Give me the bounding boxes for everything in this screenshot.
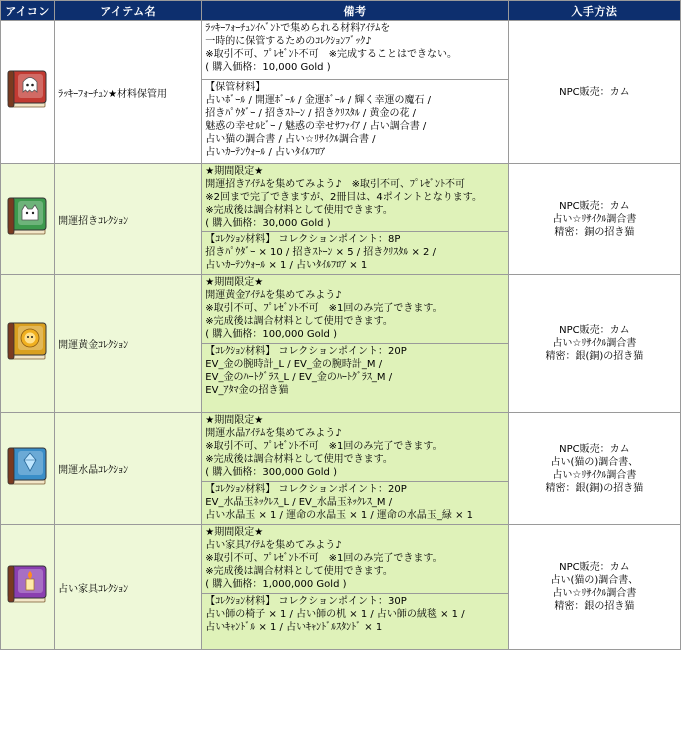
acquisition-line: 占い☆ﾘｻｲｸﾙ調合書	[552, 213, 637, 225]
item-name: ﾗｯｷｰﾌｫｰﾁｭﾝ★材料保管用	[55, 21, 202, 164]
acquisition-line: 精密：銀(銅)の招き猫	[545, 482, 644, 494]
table-row	[1, 275, 681, 344]
description-line: ( 購入価格：10,000 Gold )	[205, 62, 331, 73]
acquisition-line: 精密：銀(銅)の招き猫	[545, 351, 644, 362]
table-row	[1, 164, 681, 232]
description-line: ★期間限定★	[205, 277, 264, 288]
item-acquisition	[508, 525, 680, 650]
description-line: ※取引不可、ﾌﾟﾚｾﾞﾝﾄ不可 ※1回のみ完了できます。	[205, 303, 443, 314]
item-icon-cell	[1, 21, 55, 164]
acquisition-line: 占い☆ﾘｻｲｸﾙ調合書	[552, 338, 637, 349]
header-acquisition: 入手方法	[508, 1, 680, 21]
description-line: ( 購入価格：300,000 Gold )	[205, 467, 337, 478]
material-line: 占い師の椅子 × 1 / 占い師の机 × 1 / 占い師の絨毯 × 1 /	[205, 609, 465, 620]
description-line: ※完成後は調合材料として使用できます。	[205, 205, 393, 216]
item-name: 占い家具ｺﾚｸｼｮﾝ	[55, 525, 202, 650]
item-icon-cell	[1, 275, 55, 413]
red-book-ghost-icon	[3, 65, 53, 119]
description-line: ※完成後は調合材料として使用できます。	[205, 454, 393, 465]
item-materials	[202, 594, 508, 650]
acquisition-line: NPC販売：カム	[559, 200, 630, 212]
description-line: ★期間限定★	[205, 527, 264, 538]
material-line: EV_ｱﾀﾏ金の招き猫	[205, 385, 289, 396]
acquisition-line: NPC販売：カム	[559, 443, 630, 455]
material-line: 占いｷｬﾝﾄﾞﾙ × 1 / 占いｷｬﾝﾄﾞﾙｽﾀﾝﾄﾞ × 1	[205, 622, 383, 633]
item-icon-cell	[1, 164, 55, 275]
description-line: 占い家具ｱｲﾃﾑを集めてみよう♪	[205, 540, 342, 551]
description-line: ※取引不可、ﾌﾟﾚｾﾞﾝﾄ不可 ※1回のみ完了できます。	[205, 441, 443, 452]
table-row	[1, 21, 681, 80]
description-line: ※取引不可、ﾌﾟﾚｾﾞﾝﾄ不可 ※完成することはできない。	[205, 49, 458, 60]
acquisition-line: 精密：銀の招き猫	[554, 601, 635, 612]
description-line: ※完成後は調合材料として使用できます。	[205, 316, 393, 327]
material-line: 占いﾎﾞｰﾙ / 開運ﾎﾞｰﾙ / 金運ﾎﾞｰﾙ / 輝く幸運の魔石 /	[205, 95, 432, 106]
item-acquisition	[508, 413, 680, 525]
description-line: ﾗｯｷｰﾌｫｰﾁｭﾝｲﾍﾞﾝﾄで集められる材料ｱｲﾃﾑを	[205, 23, 391, 34]
blue-book-crystal-icon	[3, 442, 53, 496]
item-materials	[202, 482, 508, 525]
material-line: 占い水晶玉 × 1 / 運命の水晶玉 × 1 / 運命の水晶玉_緑 × 1	[205, 510, 474, 521]
item-acquisition	[508, 21, 680, 164]
material-line: 占い猫の調合書 / 占い☆ﾘｻｲｸﾙ調合書 /	[205, 134, 376, 145]
material-line: EV_金の腕時計_L / EV_金の腕時計_M /	[205, 359, 383, 370]
acquisition-line: NPC販売：カム	[559, 325, 630, 336]
item-name: 開運招きｺﾚｸｼｮﾝ	[55, 164, 202, 275]
item-icon-cell	[1, 413, 55, 525]
material-line: 占いｶｰﾃﾝｳｫｰﾙ / 占いﾀｲﾙﾌﾛｱ	[205, 147, 326, 158]
material-line: EV_水晶玉ﾈｯｸﾚｽ_L / EV_水晶玉ﾈｯｸﾚｽ_M /	[205, 497, 393, 508]
header-icon: アイコン	[1, 1, 55, 21]
item-description	[202, 164, 508, 232]
item-description	[202, 275, 508, 344]
table-row	[1, 525, 681, 594]
material-line: 招きﾊﾟｳﾀﾞｰ × 10 / 招きｽﾄｰﾝ × 5 / 招きｸﾘｽﾀﾙ × 2 /	[205, 247, 436, 258]
material-line: 魅惑の幸せﾙﾋﾞｰ / 魅惑の幸せｻﾌｧｲｱ / 占い調合書 /	[205, 121, 427, 132]
table-header-row	[1, 1, 681, 21]
description-line: 開運黄金ｱｲﾃﾑを集めてみよう♪	[205, 290, 342, 301]
item-icon-cell	[1, 525, 55, 650]
item-materials	[202, 232, 508, 275]
description-line: ※2回まで完了できますが、2冊目は、4ポイントとなります。	[205, 192, 482, 203]
item-materials	[202, 80, 508, 164]
item-name: 開運黄金ｺﾚｸｼｮﾝ	[55, 275, 202, 413]
acquisition-line: 占い(猫の)調合書、	[550, 575, 639, 586]
acquisition-line: 占い(猫の)調合書、	[550, 456, 639, 468]
material-line: 【ｺﾚｸｼｮﾝ材料】 コレクションポイント：30P	[205, 596, 407, 607]
material-line: 【ｺﾚｸｼｮﾝ材料】 コレクションポイント：20P	[205, 346, 407, 357]
item-name: 開運水晶ｺﾚｸｼｮﾝ	[55, 413, 202, 525]
description-line: ( 購入価格：1,000,000 Gold )	[205, 579, 347, 590]
item-acquisition	[508, 275, 680, 413]
item-description	[202, 413, 508, 482]
description-line: ※取引不可、ﾌﾟﾚｾﾞﾝﾄ不可 ※1回のみ完了できます。	[205, 553, 443, 564]
description-line: ★期間限定★	[205, 166, 264, 177]
material-line: 【保管材料】	[205, 82, 266, 93]
acquisition-line: 精密：銅の招き猫	[554, 226, 635, 238]
acquisition-line: NPC販売：カム	[559, 562, 630, 573]
description-line: ※完成後は調合材料として使用できます。	[205, 566, 393, 577]
acquisition-line: NPC販売：カム	[559, 86, 630, 98]
yellow-book-lion-icon	[3, 317, 53, 371]
description-line: ( 購入価格：30,000 Gold )	[205, 218, 331, 229]
description-line: 一時的に保管するためのｺﾚｸｼｮﾝﾌﾞｯｸ♪	[205, 36, 372, 47]
description-line: ★期間限定★	[205, 415, 264, 426]
item-acquisition	[508, 164, 680, 275]
description-line: 開運招きｱｲﾃﾑを集めてみよう♪ ※取引不可、ﾌﾟﾚｾﾞﾝﾄ不可	[205, 179, 466, 190]
material-line: 招きﾊﾟｳﾀﾞｰ / 招きｽﾄｰﾝ / 招きｸﾘｽﾀﾙ / 黄金の花 /	[205, 108, 417, 119]
item-description	[202, 21, 508, 80]
item-materials	[202, 344, 508, 413]
description-line: ( 購入価格：100,000 Gold )	[205, 329, 337, 340]
material-line: 【ｺﾚｸｼｮﾝ材料】 コレクションポイント：20P	[205, 484, 407, 495]
material-line: EV_金のﾊｰﾄｸﾞﾗｽ_L / EV_金のﾊｰﾄｸﾞﾗｽ_M /	[205, 372, 393, 383]
green-book-cat-icon	[3, 192, 53, 246]
header-item-name: アイテム名	[55, 1, 202, 21]
purple-book-candle-icon	[3, 560, 53, 614]
header-note: 備考	[202, 1, 508, 21]
acquisition-line: 占い☆ﾘｻｲｸﾙ調合書	[552, 469, 637, 481]
material-line: 占いｶｰﾃﾝｳｫｰﾙ × 1 / 占いﾀｲﾙﾌﾛｱ × 1	[205, 260, 368, 271]
acquisition-line: 占い☆ﾘｻｲｸﾙ調合書	[552, 588, 637, 599]
description-line: 開運水晶ｱｲﾃﾑを集めてみよう♪	[205, 428, 342, 439]
table-row	[1, 413, 681, 482]
material-line: 【ｺﾚｸｼｮﾝ材料】 コレクションポイント：8P	[205, 234, 401, 245]
item-description	[202, 525, 508, 594]
